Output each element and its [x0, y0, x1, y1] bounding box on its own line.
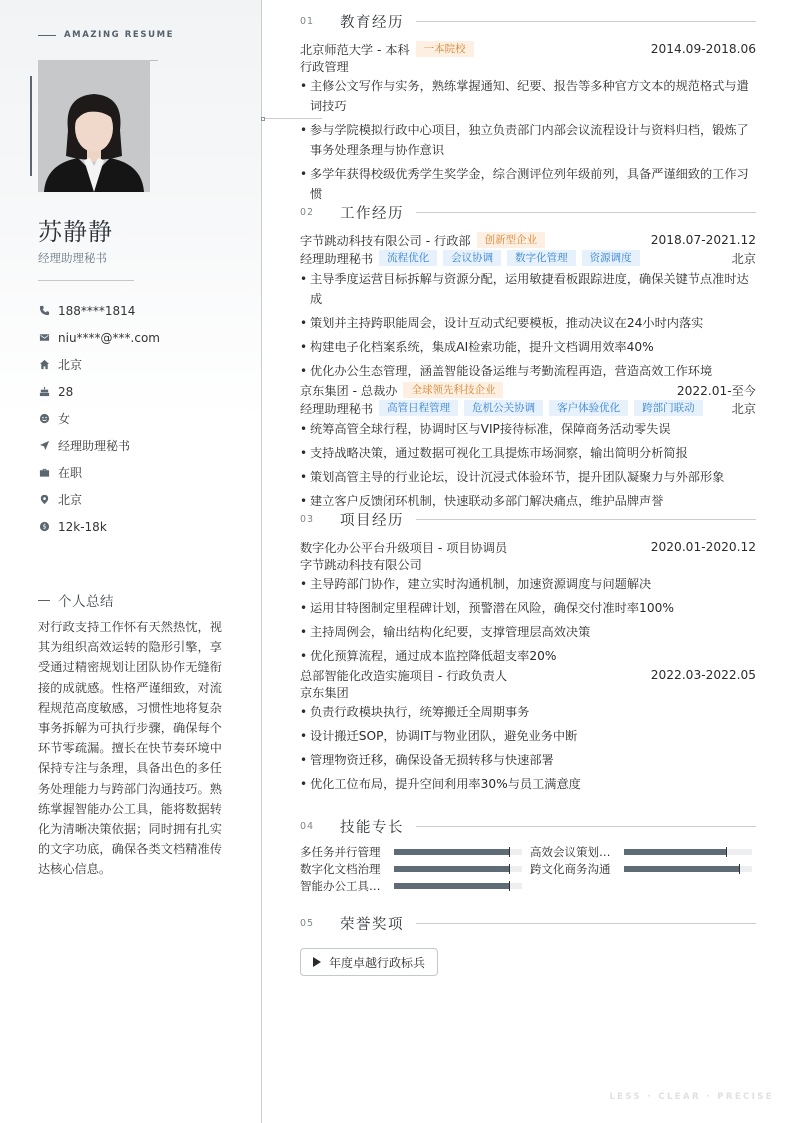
list-item: • 管理物资迁移，确保设备无损转移与快速部署 — [300, 750, 756, 770]
section-header — [300, 10, 756, 32]
project-header — [300, 666, 756, 684]
info-home — [38, 351, 160, 378]
project-org: 京东集团 — [300, 686, 349, 700]
sidebar — [0, 0, 262, 1123]
company-tag: 创新型企业 — [477, 232, 546, 248]
education-bullets — [300, 76, 756, 204]
school-name: 北京师范大学 - 本科 — [300, 42, 410, 57]
company-tag: 全球领先科技企业 — [403, 382, 503, 398]
send-icon — [38, 440, 50, 452]
job-date: 2018.07-2021.12 — [650, 233, 756, 247]
list-item: • 统筹高管全球行程，协调时区与VIP接待标准，保障商务活动零失误 — [300, 419, 756, 439]
portrait-image — [38, 60, 150, 192]
list-item: • 建立客户反馈闭环机制，快速联动多部门解决痛点，维护品牌声誉 — [300, 491, 756, 511]
play-icon — [313, 957, 321, 967]
summary-title: 个人总结 — [58, 594, 114, 610]
project-bullets — [300, 702, 756, 794]
section-header — [300, 508, 756, 530]
job-city: 北京 — [731, 251, 756, 266]
contact-info-list — [38, 297, 160, 540]
svg-text:$: $ — [41, 522, 47, 531]
school-tag: 一本院校 — [416, 41, 474, 57]
education-row — [300, 40, 756, 58]
job-bullets — [300, 269, 756, 381]
info-text: 北京 — [58, 493, 83, 507]
project-name: 数字化办公平台升级项目 - 项目协调员 — [300, 540, 508, 555]
section-number: 02 — [300, 206, 315, 218]
skill-level-fill — [624, 866, 739, 872]
list-item: • 参与学院模拟行政中心项目，独立负责部门内部会议流程设计与资料归档，锻炼了事务处理条理与协作意识 — [300, 120, 756, 160]
footer-tagline: LESS · CLEAR · PRECISE — [609, 1092, 774, 1102]
list-item: • 主导季度运营目标拆解与资源分配，运用敏捷看板跟踪进度，确保关键节点准时达成 — [300, 269, 756, 309]
skill-label: 智能办公工具… — [300, 878, 381, 893]
section-rule — [416, 519, 756, 520]
person-name: 苏静静 — [38, 218, 113, 246]
skill-item — [530, 860, 756, 877]
skill-level-marker — [739, 864, 740, 874]
section-honors — [300, 912, 756, 976]
list-item: • 运用甘特图制定里程碑计划，预警潜在风险，确保交付准时率100% — [300, 598, 756, 618]
skill-level-fill — [394, 883, 509, 889]
award-label: 年度卓越行政标兵 — [329, 955, 426, 970]
job-city: 北京 — [731, 401, 756, 416]
avatar — [38, 60, 150, 192]
skill-level-marker — [509, 864, 510, 874]
list-item: • 设计搬迁SOP，协调IT与物业团队，避免业务中断 — [300, 726, 756, 746]
skill-tag: 危机公关协调 — [464, 400, 543, 416]
mail-icon — [38, 332, 50, 344]
section-title: 教育经历 — [340, 14, 404, 31]
section-work — [300, 201, 756, 515]
skill-level-bar — [394, 866, 522, 872]
info-text: 女 — [58, 412, 71, 426]
job-role-row — [300, 249, 756, 267]
info-salary — [38, 513, 160, 540]
photo-accent-line — [30, 76, 32, 176]
skill-tag: 高管日程管理 — [379, 400, 458, 416]
list-item: • 构建电子化档案系统，集成AI检索功能，提升文档调用效率40% — [300, 337, 756, 357]
info-text: 188****1814 — [58, 303, 136, 318]
skill-tag: 流程优化 — [379, 250, 437, 266]
info-gender — [38, 405, 160, 432]
education-date: 2014.09-2018.06 — [650, 42, 756, 56]
phone-icon — [38, 305, 50, 317]
timeline-dot — [261, 117, 265, 121]
job-header — [300, 381, 756, 399]
skills-grid — [300, 843, 756, 894]
section-rule — [416, 826, 756, 827]
skill-label: 多任务并行管理 — [300, 844, 381, 859]
skill-tag: 会议协调 — [443, 250, 501, 266]
job-role-row — [300, 399, 756, 417]
list-item: • 优化工位布局，提升空间利用率30%与员工满意度 — [300, 774, 756, 794]
skill-item — [300, 860, 530, 877]
award-badge — [300, 948, 438, 976]
company-name: 字节跳动科技有限公司 - 行政部 — [300, 233, 471, 248]
info-text: 北京 — [58, 358, 83, 372]
section-number: 01 — [300, 15, 315, 27]
project-date: 2022.03-2022.05 — [650, 668, 756, 682]
skill-level-marker — [509, 847, 510, 857]
section-header — [300, 912, 756, 934]
info-text: 经理助理秘书 — [58, 439, 131, 453]
skill-label: 高效会议策划… — [530, 844, 611, 859]
list-item: • 策划高管主导的行业论坛，设计沉浸式体验环节，提升团队凝聚力与外部形象 — [300, 467, 756, 487]
list-item: • 主持周例会，输出结构化纪要，支撑管理层高效决策 — [300, 622, 756, 642]
project-org: 字节跳动科技有限公司 — [300, 558, 422, 572]
list-item: • 主修公文写作与实务，熟练掌握通知、纪要、报告等多种官方文本的规范格式与遣词技巧 — [300, 76, 756, 116]
section-title: 荣誉奖项 — [340, 916, 404, 933]
skill-tag: 资源调度 — [582, 250, 640, 266]
brand-dash — [38, 35, 56, 36]
skill-tag: 跨部门联动 — [634, 400, 703, 416]
skill-level-bar — [394, 849, 522, 855]
project-name: 总部智能化改造实施项目 - 行政负责人 — [300, 668, 508, 683]
brand — [38, 30, 174, 40]
job-title: 经理助理秘书 — [38, 251, 107, 265]
list-item: • 负责行政模块执行，统筹搬迁全周期事务 — [300, 702, 756, 722]
section-title: 工作经历 — [340, 205, 404, 222]
job-header — [300, 231, 756, 249]
cake-icon — [38, 386, 50, 398]
skill-tag: 数字化管理 — [507, 250, 576, 266]
home-icon — [38, 359, 50, 371]
info-text: 12k-18k — [58, 519, 107, 534]
info-phone — [38, 297, 160, 324]
skill-level-bar — [394, 883, 522, 889]
section-header — [300, 201, 756, 223]
section-rule — [416, 21, 756, 22]
job-role: 经理助理秘书 — [300, 251, 374, 266]
skill-level-fill — [394, 849, 509, 855]
skill-level-fill — [624, 849, 726, 855]
summary-header — [38, 590, 114, 610]
section-projects — [300, 508, 756, 798]
job-role: 经理助理秘书 — [300, 401, 374, 416]
info-location — [38, 486, 160, 513]
briefcase-icon — [38, 467, 50, 479]
gender-icon — [38, 413, 50, 425]
section-education — [300, 10, 756, 208]
skill-level-bar — [624, 849, 752, 855]
info-age — [38, 378, 160, 405]
section-rule — [416, 212, 756, 213]
summary-text: 对行政支持工作怀有天然热忱，视其为组织高效运转的隐形引擎，享受通过精密规划让团队协作无缝衔接的成就感。性格严谨细致，对流程规范高度敏感，习惯性地将复杂事务拆解为可执行步骤，确保每个环节零疏漏。擅长在快节奏环境中保持专注与条理，具备出色的多任务处理能力与跨部门沟通技巧。熟练掌握智能办公工具，能将数据转化为清晰决策依据；同时拥有扎实的文字功底，确保各类文档精准传达核心信息。 — [38, 620, 222, 877]
project-bullets — [300, 574, 756, 666]
list-item: • 主导跨部门协作，建立实时沟通机制，加速资源调度与问题解决 — [300, 574, 756, 594]
location-pin-icon — [38, 494, 50, 506]
project-header — [300, 538, 756, 556]
info-text: 28 — [58, 384, 74, 399]
section-number: 04 — [300, 820, 315, 832]
section-header — [300, 815, 756, 837]
skill-label: 跨文化商务沟通 — [530, 861, 611, 876]
list-item: • 优化预算流程，通过成本监控降低超支率20% — [300, 646, 756, 666]
skill-level-bar — [624, 866, 752, 872]
section-title: 技能专长 — [340, 819, 404, 836]
company-name: 京东集团 - 总裁办 — [300, 383, 398, 398]
skill-item — [300, 843, 530, 860]
salary-icon — [38, 521, 50, 533]
job-date: 2022.01-至今 — [676, 383, 756, 398]
list-item: • 多学年获得校级优秀学生奖学金，综合测评位列年级前列，具备严谨细致的工作习惯 — [300, 164, 756, 204]
section-number: 03 — [300, 513, 315, 525]
section-rule — [416, 923, 756, 924]
info-text: 在职 — [58, 466, 83, 480]
skill-label: 数字化文档治理 — [300, 861, 381, 876]
skill-level-fill — [394, 866, 509, 872]
skill-item — [300, 877, 530, 894]
brand-label: AMAZING RESUME — [64, 30, 175, 40]
divider — [38, 280, 134, 281]
skill-level-marker — [726, 847, 727, 857]
photo-frame — [38, 60, 150, 192]
summary-dash — [38, 600, 50, 601]
section-number: 05 — [300, 917, 315, 929]
skill-tag: 客户体验优化 — [549, 400, 628, 416]
job-bullets — [300, 419, 756, 511]
section-title: 项目经历 — [340, 512, 404, 529]
list-item: • 优化办公生态管理，涵盖智能设备运维与考勤流程再造，营造高效工作环境 — [300, 361, 756, 381]
list-item: • 策划并主持跨职能周会，设计互动式纪要模板，推动决议在24小时内落实 — [300, 313, 756, 333]
section-skills — [300, 815, 756, 894]
photo-corner-line — [150, 60, 158, 61]
info-status — [38, 459, 160, 486]
skill-item — [530, 843, 756, 860]
info-position — [38, 432, 160, 459]
info-email — [38, 324, 160, 351]
skill-level-marker — [509, 881, 510, 891]
major: 行政管理 — [300, 60, 349, 74]
project-date: 2020.01-2020.12 — [650, 540, 756, 554]
list-item: • 支持战略决策，通过数据可视化工具提炼市场洞察，输出简明分析简报 — [300, 443, 756, 463]
info-text: niu****@***.com — [58, 330, 160, 345]
